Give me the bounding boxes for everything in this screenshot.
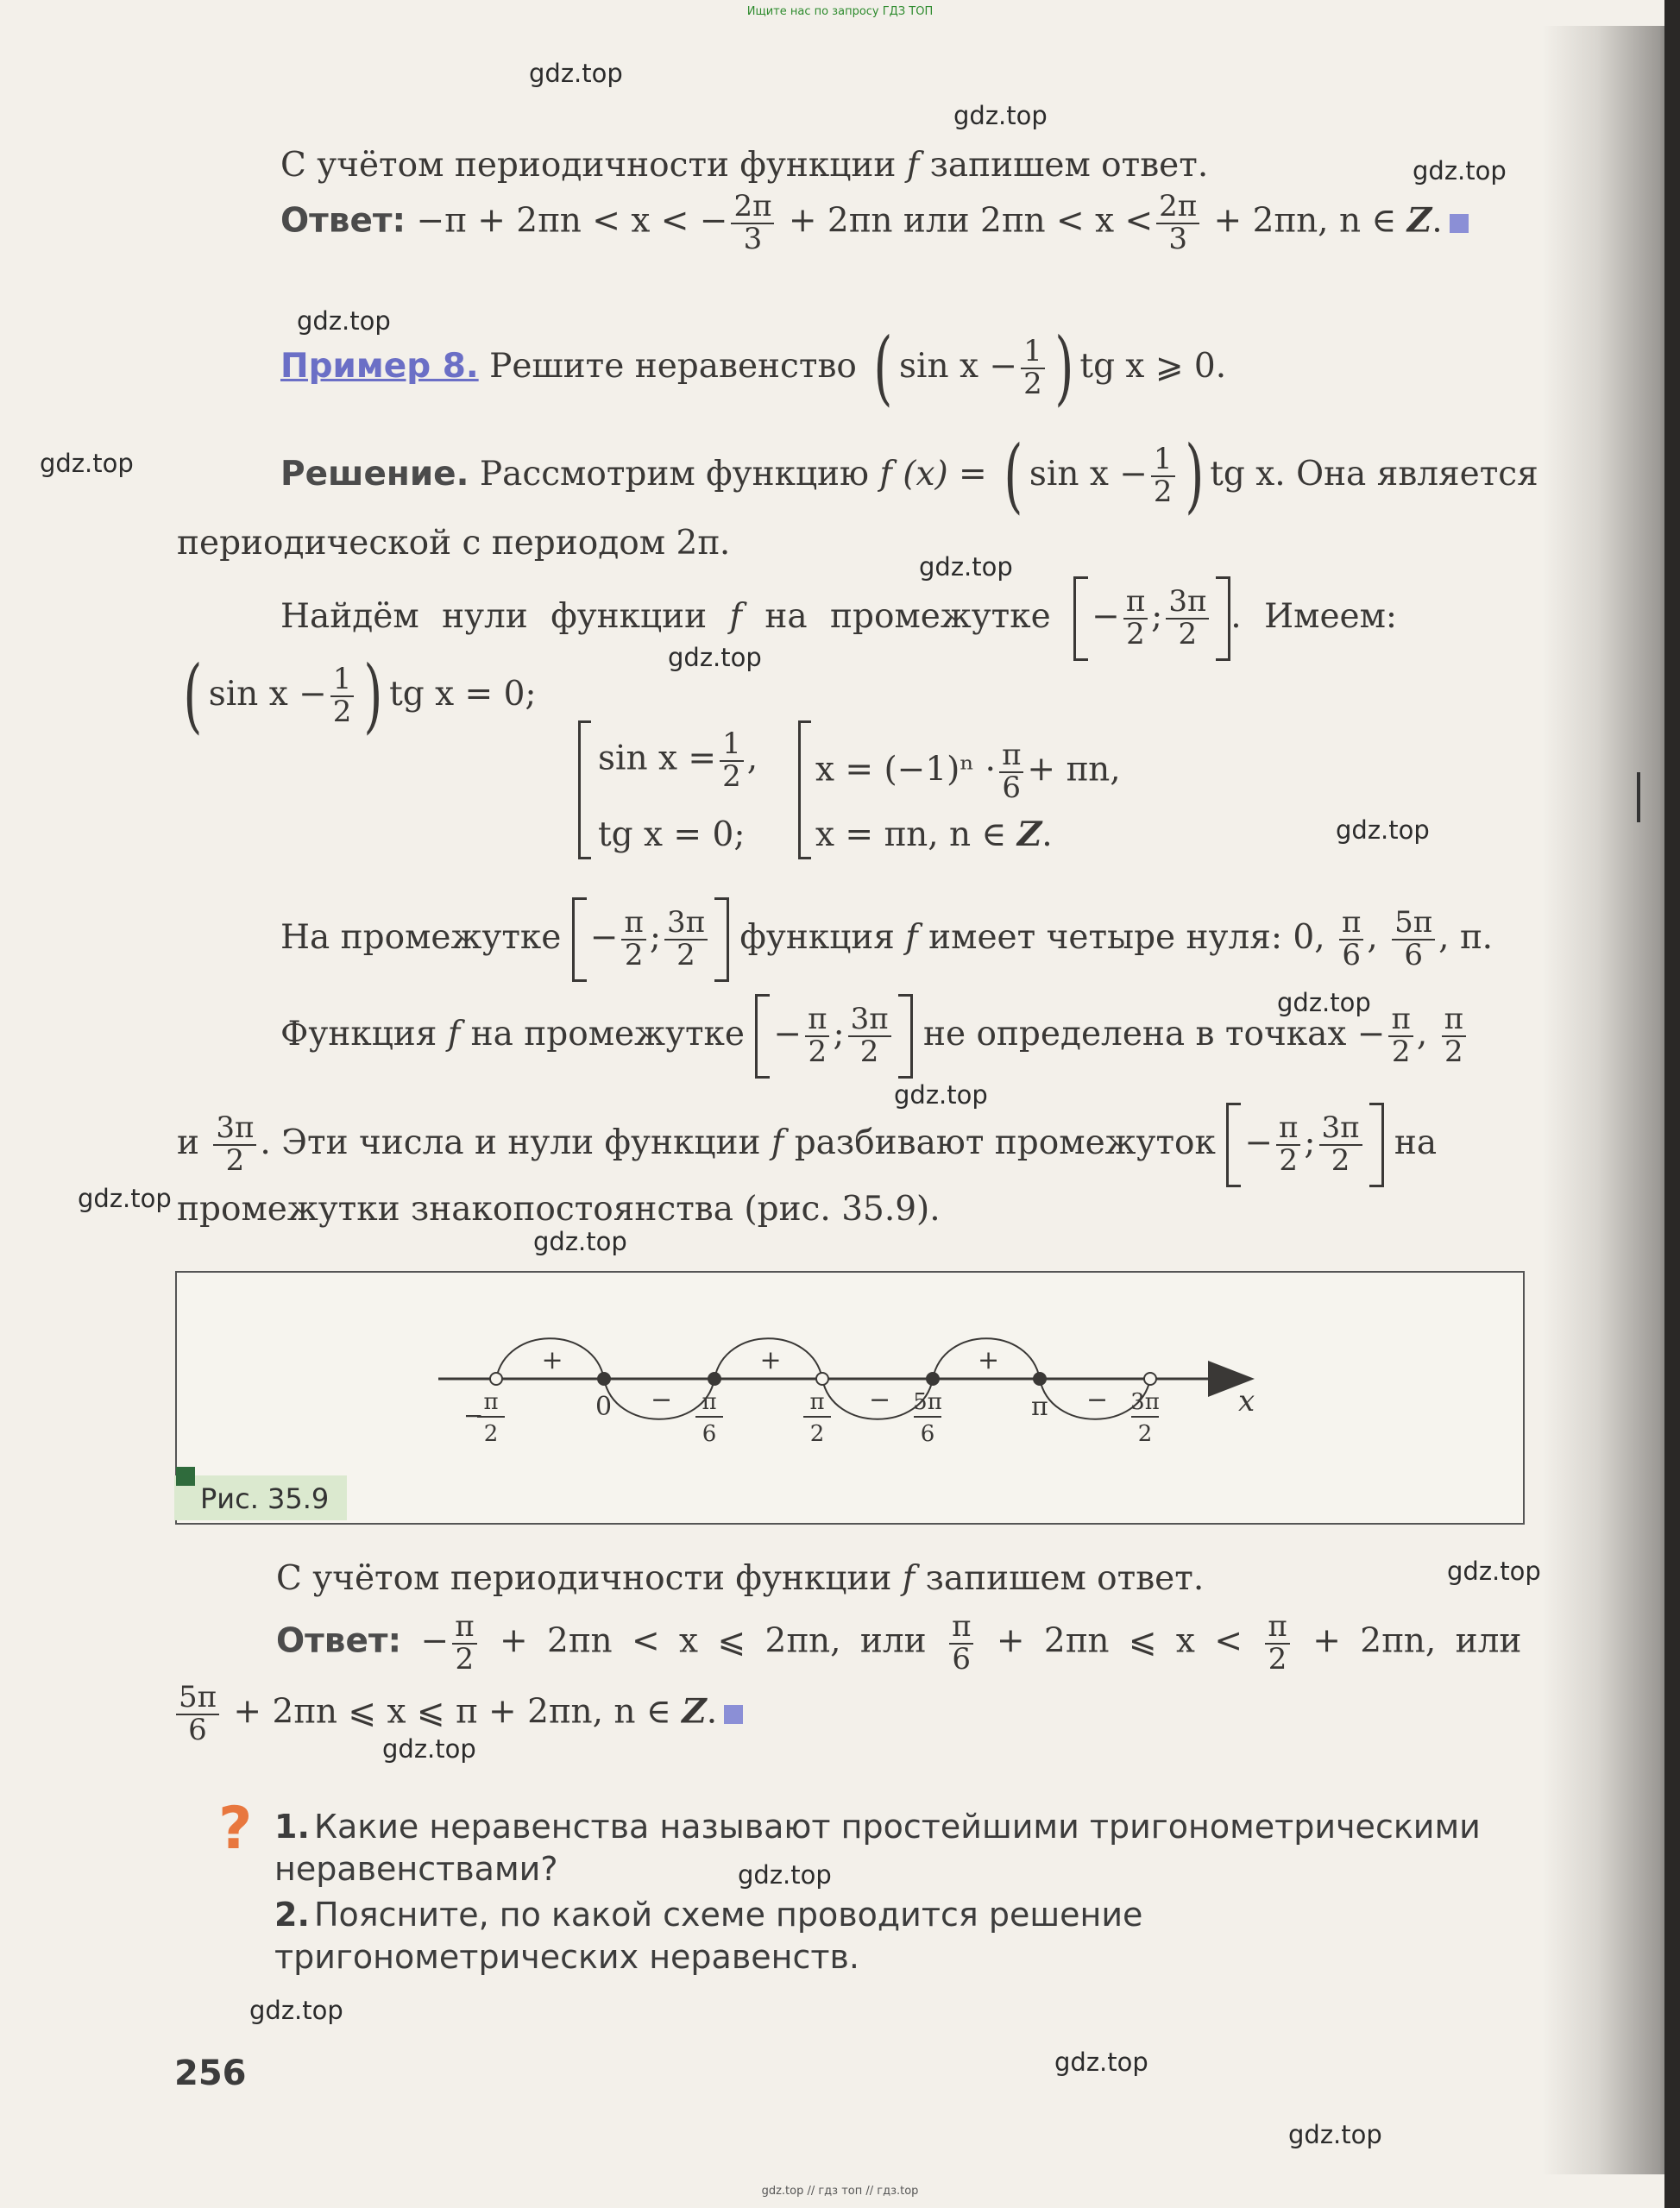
answer-1: Ответ: −π + 2πn < x < − $\frac{2\pi}{3}$ + 2πn или 2πn < x < $\frac{2\pi}{3}$ + 2πn, n ∈ Z. (280, 192, 1469, 255)
axis-point-denominator: 6 (920, 1421, 935, 1447)
watermark: gdz.top (1277, 988, 1371, 1017)
paragraph-periodicity-2: С учётом периодичности функции f запишем ответ. (276, 1559, 1205, 1598)
axis-point-label: 0 (595, 1392, 613, 1422)
axis-point-numerator: 5π (913, 1389, 942, 1415)
page-edge-dark (1664, 0, 1680, 2208)
axis-point-denominator: 2 (483, 1421, 499, 1447)
zeros-equation: ( sin x − $\frac{1}{2}$ ) tg x = 0; (183, 649, 537, 743)
question-mark-icon: ? (218, 1795, 253, 1863)
axis-point (1034, 1373, 1046, 1385)
watermark: gdz.top (382, 1734, 476, 1764)
watermark: gdz.top (919, 552, 1013, 582)
watermark: gdz.top (953, 101, 1048, 130)
axis-point-numerator: π (702, 1389, 717, 1415)
axis-point (1144, 1373, 1156, 1385)
axis-label: x (1238, 1384, 1255, 1419)
page-edge-shadow (1542, 26, 1680, 2174)
watermark: gdz.top (40, 449, 134, 478)
axis-point (598, 1373, 610, 1385)
axis-point-numerator: 3π (1130, 1389, 1160, 1415)
axis-point (816, 1373, 828, 1385)
solution-label: Решение. (280, 455, 469, 494)
watermark: gdz.top (894, 1080, 988, 1110)
answer-label: Ответ: (276, 1621, 402, 1661)
zeros-line: Найдём нули функции f на промежутке − $\frac{\pi}{2}$ ; $\frac{3\pi}{2}$ . Имеем: (280, 576, 1397, 661)
four-zeros-line: На промежутке − $\frac{\pi}{2}$ ; $\frac{3\pi}{2}$ функция f имеет четыре нуля: 0, $\frac{\pi}{6}$ , $\frac{5\pi}{6}$ , π. (280, 897, 1493, 982)
sign-label: − (651, 1385, 673, 1415)
sign-label: − (869, 1385, 891, 1415)
system-result-1: x = (−1)ⁿ · $\frac{\pi}{6}$ + πn, (815, 738, 1121, 805)
axis-point-minus: − (463, 1401, 484, 1430)
figure-caption: Рис. 35.9 (200, 1482, 330, 1515)
watermark: gdz.top (668, 643, 762, 672)
axis-points (463, 1373, 1160, 1447)
axis-point-numerator: π (483, 1389, 499, 1415)
undefined-line-1: Функция f на промежутке − $\frac{\pi}{2}$ ; $\frac{3\pi}{2}$ не определена в точках − $\frac{\pi}{2}$ , $\frac{\pi}{2}$ (280, 994, 1469, 1079)
axis-point (927, 1373, 939, 1385)
answer-label: Ответ: (280, 201, 406, 241)
end-of-proof-icon (1450, 214, 1469, 233)
sign-chart (175, 1271, 1521, 1478)
axis-point-denominator: 2 (809, 1421, 825, 1447)
watermark: gdz.top (1447, 1557, 1541, 1586)
system-bracket-left (578, 720, 591, 859)
top-banner[interactable]: Ищите нас по запросу ГДЗ ТОП (746, 5, 934, 18)
sign-label: + (978, 1345, 1000, 1375)
bottom-banner[interactable]: gdz.top // гдз топ // гдз.top (761, 2185, 919, 2198)
question-1: 1. Какие неравенства называют простейшими тригонометрическими неравенствами? (274, 1808, 1481, 1889)
watermark: gdz.top (249, 1996, 343, 2025)
watermark: gdz.top (1054, 2048, 1148, 2077)
undefined-line-3: промежутки знакопостоянства (рис. 35.9). (177, 1190, 941, 1229)
watermark: gdz.top (1288, 2120, 1382, 2149)
axis-point-denominator: 6 (702, 1421, 717, 1447)
watermark: gdz.top (738, 1860, 832, 1890)
sign-label: − (1086, 1385, 1109, 1415)
undefined-line-2: и $\frac{3\pi}{2}$ . Эти числа и нули функции f разбивают промежуток − $\frac{\pi}{2}$ ; $\frac{3\pi}{2}$ на (177, 1103, 1437, 1187)
axis-point (708, 1373, 720, 1385)
paragraph-periodicity-1: С учётом периодичности функции f запишем ответ. (280, 146, 1209, 185)
axis-point-numerator: π (809, 1389, 825, 1415)
question-2: 2. Поясните, по какой схеме проводится решение тригонометрических неравенств. (274, 1896, 1143, 1977)
watermark: gdz.top (78, 1184, 172, 1213)
example-8: Пример 8. Решите неравенство ( sin x − $\frac{1}{2}$ ) tg x ⩾ 0. (280, 321, 1227, 415)
example-title: Пример 8. (280, 347, 479, 386)
axis-point (490, 1373, 502, 1385)
system-bracket-right (798, 720, 811, 859)
solution-line-1: Решение. Рассмотрим функцию f (x) = ( sin x − $\frac{1}{2}$ ) tg x. Она является (280, 429, 1538, 523)
watermark: gdz.top (1413, 156, 1507, 186)
page-number: 256 (174, 2054, 247, 2093)
sign-label: + (541, 1345, 563, 1375)
system-eq-1: sin x = $\frac{1}{2}$ , (598, 727, 758, 794)
spine-mark (1637, 772, 1640, 822)
solution-line-2: периодической с периодом 2π. (177, 524, 731, 563)
system-eq-2: tg x = 0; (598, 815, 746, 854)
watermark: gdz.top (533, 1227, 627, 1256)
watermark: gdz.top (297, 306, 391, 336)
watermark: gdz.top (529, 59, 623, 88)
sign-label: + (759, 1345, 782, 1375)
answer-2-line-1: Ответ: − $\frac{\pi}{2}$ + 2πn < x ⩽ 2πn, или $\frac{\pi}{6}$ + 2πn ⩽ x < $\frac{\pi}{2}$ + 2πn, или (276, 1609, 1522, 1676)
axis-point-denominator: 2 (1137, 1421, 1153, 1447)
answer-2-line-2: $\frac{5\pi}{6}$ + 2πn ⩽ x ⩽ π + 2πn, n ∈ Z. (173, 1683, 743, 1746)
axis-point-label: π (1031, 1392, 1048, 1422)
end-of-proof-icon (724, 1705, 743, 1724)
system-result-2: x = πn, n ∈ Z. (815, 815, 1053, 854)
watermark: gdz.top (1336, 815, 1430, 845)
